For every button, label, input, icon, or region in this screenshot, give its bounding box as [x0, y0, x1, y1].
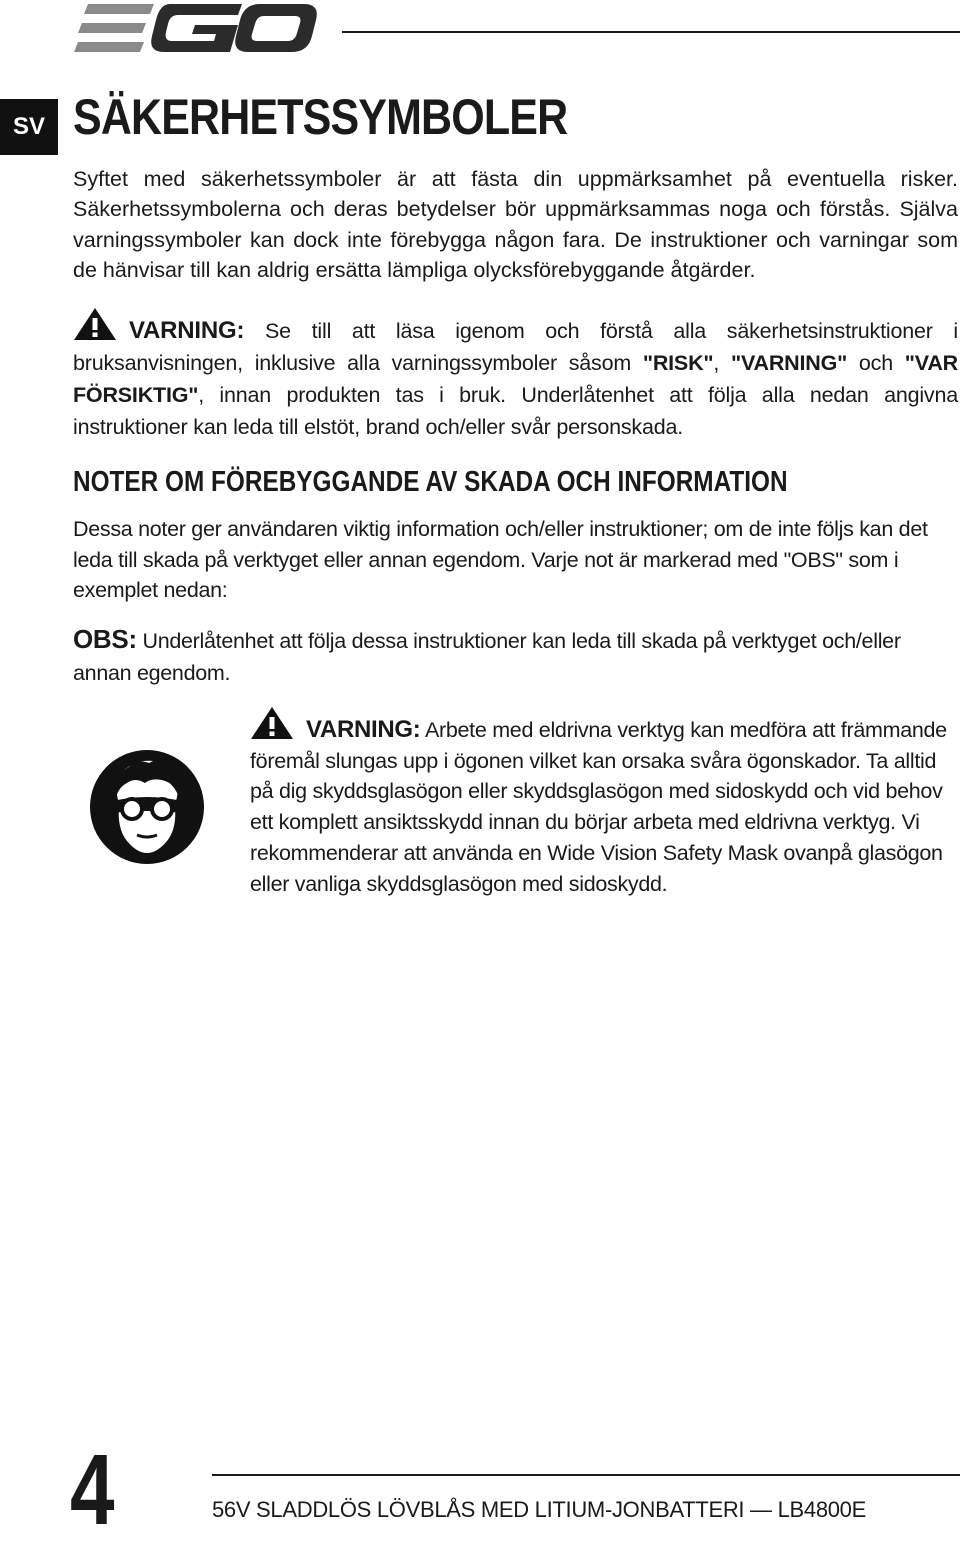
warning-text-1: Se till att läsa igenom och förstå alla säkerhetsinstruktioner i bruksanvisningen, inklusive alla varningssymboler såsom [73, 319, 958, 375]
goggles-warning-paragraph [250, 706, 950, 899]
warning-text-2: , innan produkten tas i bruk. Underlåtenhet att följa alla nedan angivna instruktioner kan leda till elstöt, brand och/eller svår personskada. [73, 383, 958, 439]
obs-text: Underlåtenhet att följa dessa instruktioner kan leda till skada på verktyget och/eller annan egendom. [73, 629, 901, 685]
header-rule [342, 31, 960, 33]
footer-product-title: 56V SLADDLÖS LÖVBLÅS MED LITIUM-JONBATTERI — LB4800E [212, 1497, 866, 1522]
keyword-var-forsiktig: "VAR FÖRSIKTIG" [73, 351, 958, 407]
keyword-risk: "RISK" [642, 351, 714, 375]
keyword-varning: "VARNING" [730, 351, 848, 375]
warning-label: VARNING: [129, 317, 245, 344]
safety-goggles-icon [89, 749, 205, 865]
page-number: 4 [70, 1434, 115, 1546]
ego-logo [74, 2, 318, 54]
warning-paragraph [73, 307, 958, 443]
obs-label: OBS: [73, 624, 137, 654]
notes-paragraph: Dessa noter ger användaren viktig information och/eller instruktioner; om de inte följs kan det leda till skada på verktyget eller annan egendom. Varje not är markerad med "OBS" som i exemplet nedan: [73, 517, 928, 602]
warning-och: och [847, 351, 905, 375]
goggles-warning-label: VARNING: [306, 716, 421, 743]
warning-triangle-icon [250, 706, 294, 740]
footer-rule [212, 1474, 960, 1476]
warning-triangle-icon [73, 307, 117, 341]
warning-separator: , [713, 351, 731, 375]
section-heading: NOTER OM FÖREBYGGANDE AV SKADA OCH INFORMATION [73, 466, 788, 498]
intro-paragraph: Syftet med säkerhetssymboler är att fästa din uppmärksamhet på eventuella risker. Säkerhetssymbolerna och deras betydelser bör uppmärksammas noga och förstås. Själva varningssymboler kan dock inte förebygga någon fara. De instruktioner och varningar som de hänvisar till kan aldrig ersätta lämpliga olycksförebyggande åtgärder. [73, 167, 958, 282]
page-title: SÄKERHETSSYMBOLER [73, 89, 568, 145]
language-tab: SV [0, 99, 58, 155]
obs-note [73, 623, 958, 689]
goggles-warning-text: Arbete med eldrivna verktyg kan medföra att främmande föremål slungas upp i ögonen vilket kan orsaka svåra ögonskador. Ta alltid på dig skyddsglasögon eller skyddsglasögon med sidoskydd och vid behov ett komplett ansiktsskydd innan du börjar arbeta med eldrivna verktyg. Vi rekommenderar att använda en Wide Vision Safety Mask ovanpå glasögon eller vanliga skyddsglasögon med sidoskydd. [250, 718, 947, 896]
